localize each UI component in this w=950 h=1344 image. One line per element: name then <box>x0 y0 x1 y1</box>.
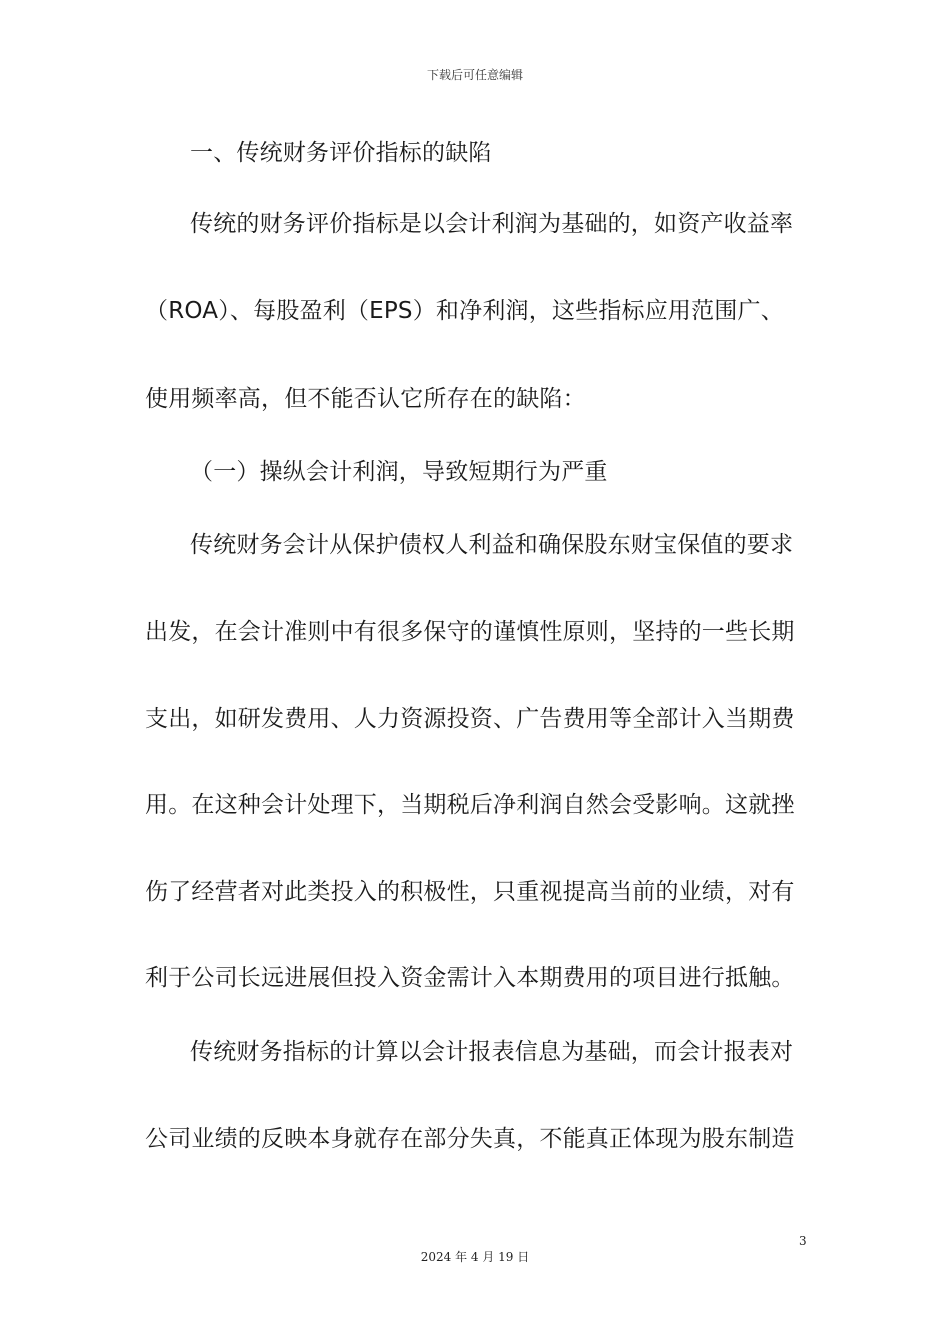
body-line: 利于公司长远进展但投入资金需计入本期费用的项目进行抵触。 <box>145 965 795 991</box>
body-line: 出发，在会计准则中有很多保守的谨慎性原则，坚持的一些长期 <box>145 619 795 645</box>
body-line: 传统财务会计从保护债权人利益和确保股东财宝保值的要求 <box>190 532 794 558</box>
body-line: 伤了经营者对此类投入的积极性，只重视提高当前的业绩，对有 <box>145 879 795 905</box>
page-header: 下载后可任意编辑 <box>426 68 523 82</box>
body-line: 公司业绩的反映本身就存在部分失真，不能真正体现为股东制造 <box>145 1126 795 1152</box>
body-line: 用。在这种会计处理下，当期税后净利润自然会受影响。这就挫 <box>145 792 795 818</box>
body-line: 传统财务指标的计算以会计报表信息为基础，而会计报表对 <box>190 1039 794 1065</box>
body-line: 传统的财务评价指标是以会计利润为基础的，如资产收益率 <box>190 211 794 237</box>
page-number: 3 <box>799 1234 807 1248</box>
body-line: （ROA）、每股盈利（EPS）和净利润，这些指标应用范围广、 <box>145 298 784 324</box>
section-heading: 一、传统财务评价指标的缺陷 <box>190 140 492 166</box>
footer-date: 2024 年 4 月 19 日 <box>420 1250 530 1264</box>
body-line: 使用频率高，但不能否认它所存在的缺陷： <box>145 386 586 412</box>
body-line: 支出，如研发费用、人力资源投资、广告费用等全部计入当期费 <box>145 706 795 732</box>
subsection-heading: （一）操纵会计利润，导致短期行为严重 <box>190 459 608 485</box>
